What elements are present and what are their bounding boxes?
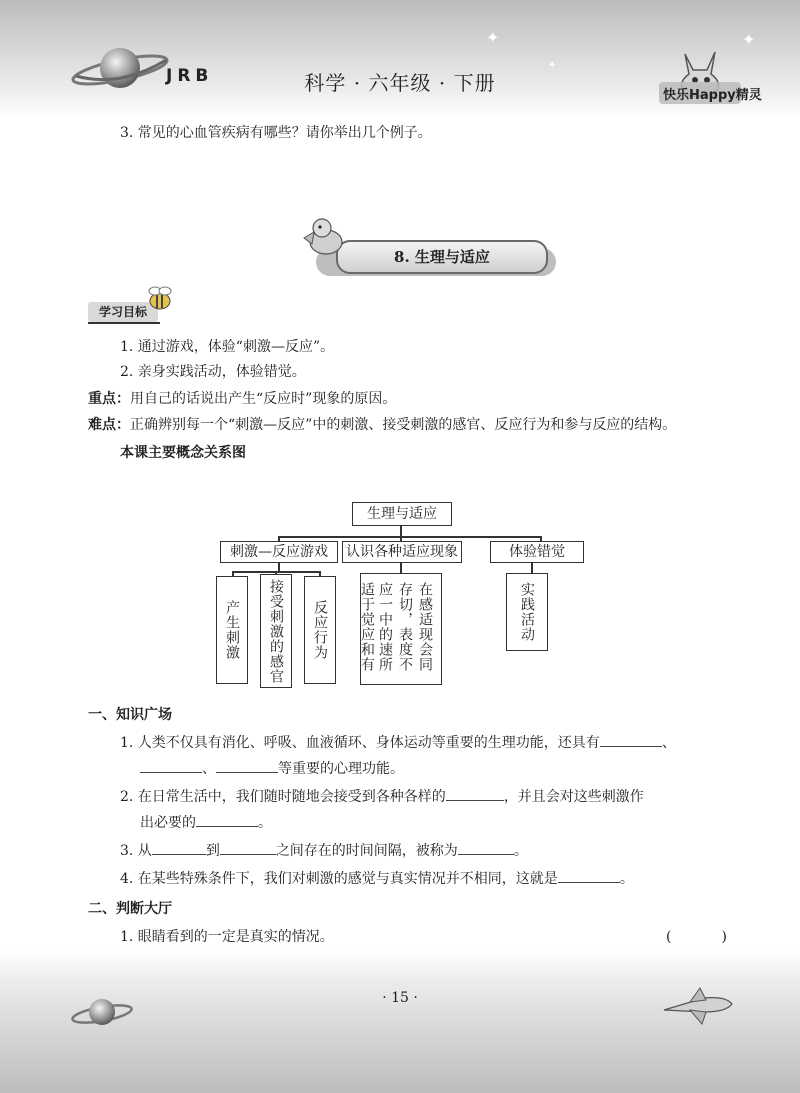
answer-blank[interactable] [140, 758, 202, 773]
brand-logo: JRB [166, 66, 214, 86]
study-goals-tab: 学习目标 [88, 302, 158, 322]
key-point-label: 重点： [88, 391, 130, 407]
page-number: · 15 · [382, 990, 418, 1006]
sparkle-icon: ✦ [486, 28, 500, 47]
judgment-answer-1[interactable]: ( ) [666, 929, 745, 945]
sparkle-icon: ✦ [548, 60, 557, 71]
concept-produce-stimulus: 产生刺激 [216, 576, 248, 684]
fill-question-4: 4. 在某些特殊条件下，我们对刺激的感觉与真实情况并不相同，这就是 。 [120, 868, 634, 888]
answer-blank[interactable] [458, 840, 514, 855]
fill-question-1-cont: 、 等重要的心理功能。 [140, 758, 404, 778]
difficulty-point [88, 414, 676, 434]
answer-blank[interactable] [446, 786, 504, 801]
concept-receiving-sense-organ: 接受刺激的感官 [260, 574, 292, 688]
space-shuttle-icon [660, 984, 736, 1028]
concept-root: 生理与适应 [352, 502, 452, 526]
fill-question-3: 3. 从 到 之间存在的时间间隔，被称为 。 [120, 840, 528, 860]
answer-blank[interactable] [220, 840, 276, 855]
bee-icon [145, 283, 175, 313]
difficulty-label: 难点： [88, 417, 130, 433]
answer-blank[interactable] [152, 840, 206, 855]
branch-stimulus-response-game: 刺激—反应游戏 [220, 541, 338, 563]
concept-adaptation-detail: 在感适现会同 存切，表度不 应一中的速所 适于觉应和有 [360, 573, 442, 685]
answer-blank[interactable] [196, 812, 258, 827]
judgment-item-1: 1. 眼睛看到的一定是真实的情况。 [120, 929, 334, 945]
fill-question-2: 2. 在日常生活中，我们随时随地会接受到各种各样的 ，并且会对这些刺激作 [120, 786, 644, 806]
planet-icon [70, 992, 134, 1032]
fill-question-1: 1. 人类不仅具有消化、呼吸、血液循环、身体运动等重要的生理功能，还具有 、 [120, 732, 676, 752]
answer-blank[interactable] [600, 732, 662, 747]
key-point-text: 用自己的话说出产生“反应时”现象的原因。 [130, 391, 397, 407]
key-point [88, 388, 396, 408]
concept-response-behavior: 反应行为 [304, 576, 336, 684]
previous-question: 3. 常见的心血管疾病有哪些？请你举出几个例子。 [120, 125, 432, 141]
section-judgment-hall-title: 二、判断大厅 [88, 901, 172, 917]
concept-practice-activity: 实践活动 [506, 573, 548, 651]
sparkle-icon: ✦ [742, 30, 756, 49]
branch-experience-illusion: 体验错觉 [490, 541, 584, 563]
answer-blank[interactable] [216, 758, 278, 773]
goal-item-2: 2. 亲身实践活动，体验错觉。 [120, 364, 306, 380]
dragon-mascot-icon [300, 214, 350, 260]
study-goals-underline [88, 322, 160, 324]
branch-adaptation-phenomena: 认识各种适应现象 [342, 541, 462, 563]
mascot-text: 快乐Happy精灵 [663, 88, 762, 103]
lesson-title: 8. 生理与适应 [336, 240, 548, 274]
section-knowledge-square-title: 一、知识广场 [88, 707, 172, 723]
concept-map-title: 本课主要概念关系图 [120, 445, 246, 461]
answer-blank[interactable] [558, 868, 620, 883]
fill-question-2-cont: 出必要的 。 [140, 812, 272, 832]
goal-item-1: 1. 通过游戏，体验“刺激—反应”。 [120, 339, 335, 355]
difficulty-text: 正确辨别每一个“刺激—反应”中的刺激、接受刺激的感官、反应行为和参与反应的结构。 [130, 417, 677, 433]
happy-sprite-mascot-icon [655, 44, 762, 106]
page-subject-title: 科学 · 六年级 · 下册 [304, 71, 496, 95]
